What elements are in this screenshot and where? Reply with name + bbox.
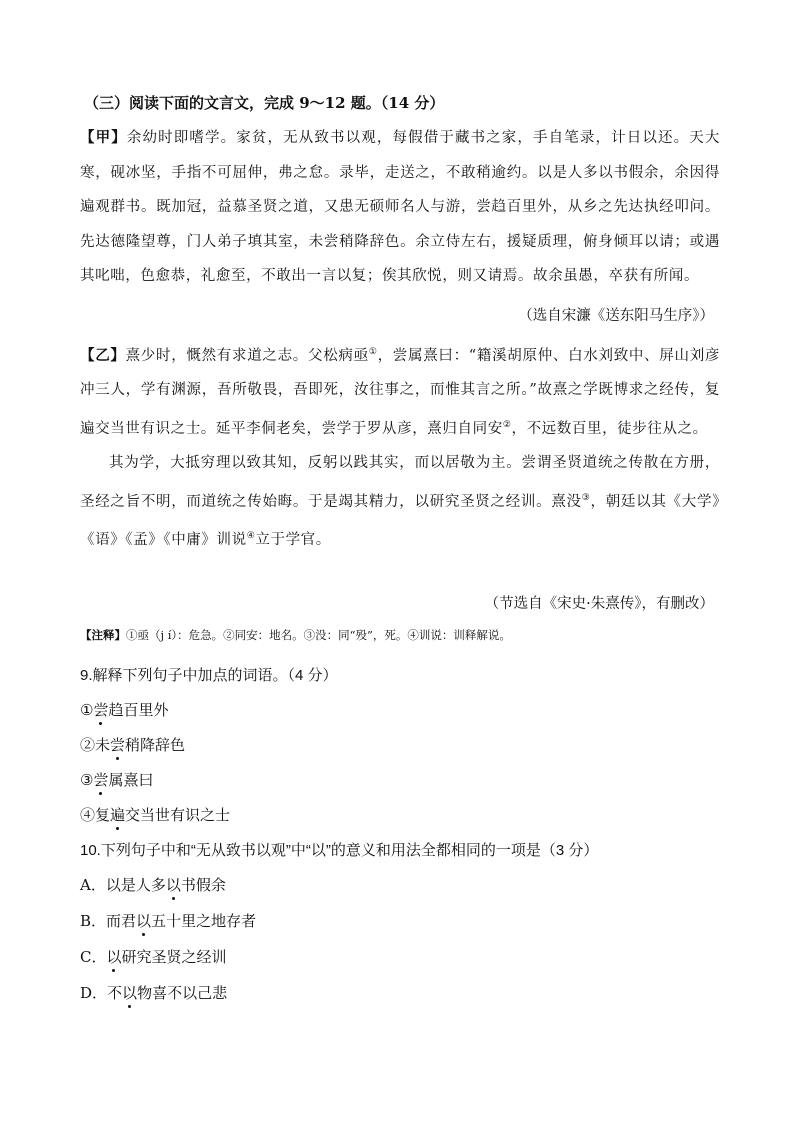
footnote-ref-1: ① xyxy=(368,347,378,357)
question-10-option-d xyxy=(80,982,227,1003)
passage-b-tag: 【乙】 xyxy=(80,346,126,364)
passage-a-tag: 【甲】 xyxy=(80,129,127,146)
passage-a-text: 余幼时即嗜学。家贫，无从致书以观，每假借于藏书之家，手自笔录，计日以还。天大寒，砚冰坚，手指不可屈伸，弗之怠。录毕，走送之，不敢稍逾约。以是人多以书假余，余因得遍观群书。既加冠，益慕圣贤之道，又患无硕师名人与游，尝趋百里外，从乡之先达执经叩问。先达德隆望尊，门人弟子填其室，未尝稍降辞色。余立侍左右，援疑质理，俯身倾耳以请；或遇其叱咄，色愈恭，礼愈至，不敢出一言以复；俟其欣悦，则又请焉。故余虽愚，卒获有所闻。 xyxy=(80,130,720,284)
dotted-word: 遍 xyxy=(110,806,126,824)
passage-b-source: （节选自《宋史·朱熹传》，有删改） xyxy=(484,596,714,612)
option-text: 物喜不以己悲 xyxy=(137,984,228,1002)
annotations-text: ①亟（j í）：危急。②同安：地名。③没：同“殁”，死。④训说：训释解说。 xyxy=(126,628,511,642)
footnote-ref-3: ③ xyxy=(581,492,591,503)
passage-b-paragraph-1 xyxy=(80,335,720,446)
question-9-item xyxy=(80,734,185,755)
passage-b-text: ，不远数百里，徒步往从之。 xyxy=(511,420,708,437)
annotations-tag: 【注释】 xyxy=(80,628,126,642)
question-10-option-c xyxy=(80,946,227,967)
footnote-ref-2: ② xyxy=(502,419,512,430)
option-letter: C． xyxy=(80,948,107,966)
question-10-option-b xyxy=(80,910,256,931)
passage-b-text: 熹少时，慨然有求道之志。父松病亟 xyxy=(125,347,369,364)
dotted-word: 尝 xyxy=(110,736,126,754)
option-text: 不 xyxy=(107,984,123,1002)
option-text: 而君 xyxy=(106,912,137,930)
question-10-option-a xyxy=(80,874,226,895)
item-text: 趋百里外 xyxy=(108,701,169,719)
dotted-word: 尝 xyxy=(93,701,109,719)
item-number: ④ xyxy=(80,806,96,824)
passage-a-source: （选自宋濂《送东阳马生序》） xyxy=(518,308,714,324)
question-9-item xyxy=(80,769,153,790)
option-text: 五十里之地存者 xyxy=(151,912,257,930)
passage-a-body xyxy=(80,121,720,294)
option-letter: A． xyxy=(80,876,106,894)
item-text: 属熹曰 xyxy=(108,771,154,789)
question-10-prompt: 10.下列句子中和“无从致书以观”中“以”的意义和用法全都相同的一项是（3 分） xyxy=(80,842,599,859)
item-text: 复 xyxy=(95,806,111,824)
passage-b-text: ，尝属熹曰：“籍溪胡原仲、白水刘致中、屏山刘彦冲三人，学有渊源，吾所敬畏，吾即死，汝往事之，而惟其言之所。”故熹之学既博求之经传，复遍交当世有识之士。延平李侗老矣，尝学于罗从彦，熹归自同安 xyxy=(80,347,720,437)
item-text: 交当世有识之士 xyxy=(125,806,231,824)
dotted-word: 以 xyxy=(122,984,138,1002)
passage-b-text: ，朝廷以其《大学》《语》《孟》《中庸》训说 xyxy=(80,493,720,548)
option-text: 研究圣贤之经训 xyxy=(121,948,227,966)
question-9-prompt: 9.解释下列句子中加点的词语。（4 分） xyxy=(80,667,338,684)
question-9-item xyxy=(80,804,230,825)
dotted-word: 以 xyxy=(106,948,122,966)
dotted-word: 尝 xyxy=(93,771,109,789)
passage-b-paragraph-2 xyxy=(80,446,720,557)
section-title: （三）阅读下面的文言文，完成 9～12 题。（14 分） xyxy=(84,94,445,112)
passage-a xyxy=(80,121,720,294)
item-number: ① xyxy=(80,701,94,719)
annotations xyxy=(80,627,511,643)
question-9-item xyxy=(80,699,168,720)
item-text: 未 xyxy=(95,736,111,754)
item-number: ③ xyxy=(80,771,94,789)
item-number: ② xyxy=(80,736,96,754)
dotted-word: 以 xyxy=(165,876,181,894)
option-letter: D． xyxy=(80,984,108,1002)
passage-b xyxy=(80,335,720,557)
passage-b-text: 其为学，大抵穷理以致其知，反躬以践其实，而以居敬为主。尝谓圣贤道统之传散在方册，圣经之旨不明，而道统之传始晦。于是竭其精力，以研究圣贤之经训。熹没 xyxy=(80,455,720,510)
dotted-word: 以 xyxy=(136,912,152,930)
passage-b-text: 立于学官。 xyxy=(255,531,331,548)
option-text: 书假余 xyxy=(180,876,226,894)
footnote-ref-4: ④ xyxy=(246,530,256,541)
option-text: 以是人多 xyxy=(105,876,166,894)
option-letter: B． xyxy=(80,912,107,930)
item-text: 稍降辞色 xyxy=(125,736,186,754)
